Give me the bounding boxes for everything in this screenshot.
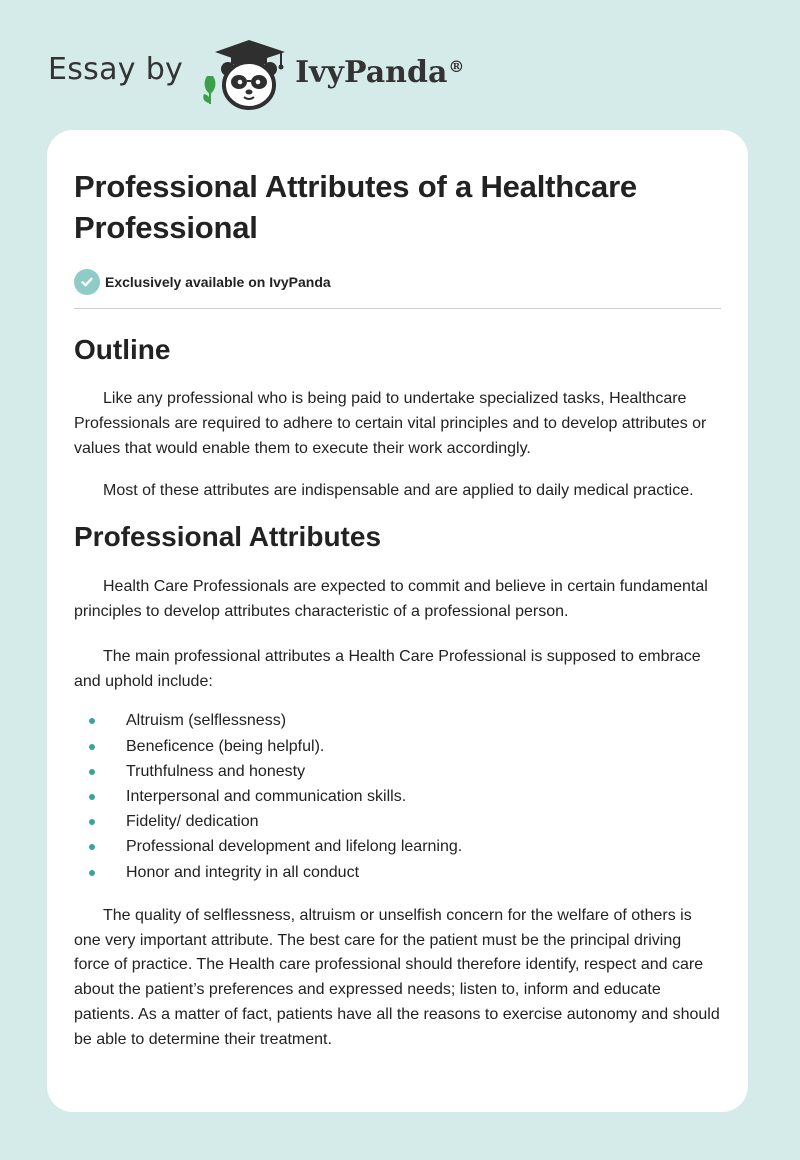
list-item: Truthfulness and honesty	[74, 759, 721, 784]
list-item: Fidelity/ dedication	[74, 809, 721, 834]
brand-name-text: IvyPanda	[295, 54, 448, 90]
paragraph: Health Care Professionals are expected to commit and believe in certain fundamental principles to develop attributes characteristic of a professional person.	[74, 578, 708, 620]
exclusive-label: Exclusively available on IvyPanda	[105, 274, 331, 290]
section-heading-professional-attributes: Professional Attributes	[74, 521, 382, 553]
paragraph: The quality of selflessness, altruism or unselfish concern for the welfare of others is one very important attribute. The best care for the patient must be the principal driving force of practice. The Health care professional should therefore identify, respect and care about the patient’s preferences and expressed needs; listen to, inform and educate patients. As a matter of fact, patients have all the reasons to exercise autonomy and should be able to determine their treatment.	[74, 906, 720, 1048]
site-header	[48, 36, 748, 112]
list-item: Beneficence (being helpful).	[74, 734, 721, 759]
essay-card	[47, 130, 748, 1112]
paragraph: Most of these attributes are indispensable and are applied to daily medical practice.	[103, 482, 694, 500]
list-item: Altruism (selflessness)	[74, 708, 721, 733]
paragraph: Like any professional who is being paid to undertake specialized tasks, Healthcare Professionals are required to adhere to certain vital principles and to develop attributes or values that would enable them to execute their work accordingly.	[74, 390, 707, 457]
check-circle-icon	[74, 269, 100, 295]
checkmark-icon	[80, 275, 94, 289]
ivypanda-logo-icon[interactable]	[201, 36, 289, 112]
exclusive-badge	[74, 269, 721, 295]
page-title: Professional Attributes of a Healthcare Professional	[74, 169, 637, 245]
attributes-list	[74, 708, 721, 884]
list-item: Professional development and lifelong learning.	[74, 834, 721, 859]
essay-by-label: Essay by	[48, 51, 184, 87]
list-item: Interpersonal and communication skills.	[74, 784, 721, 809]
brand-name[interactable]	[295, 55, 464, 90]
divider	[74, 308, 721, 309]
list-item: Honor and integrity in all conduct	[74, 860, 721, 885]
section-heading-outline: Outline	[74, 334, 171, 365]
paragraph: The main professional attributes a Health Care Professional is supposed to embrace and uphold include:	[74, 647, 701, 690]
registered-mark: ®	[448, 56, 465, 76]
